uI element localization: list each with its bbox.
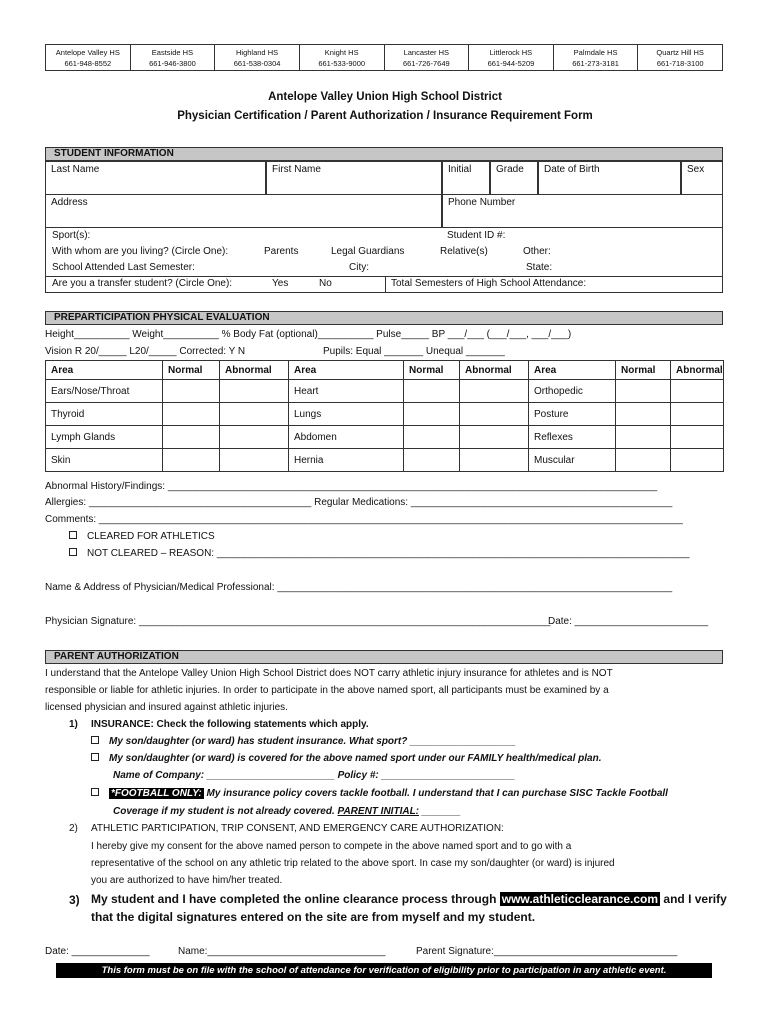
abnormal-cell[interactable] — [460, 426, 529, 449]
abnormal-cell[interactable] — [220, 426, 289, 449]
area-reflexes: Reflexes — [529, 426, 616, 449]
checkbox-icon[interactable] — [91, 753, 99, 761]
parent-signature-line[interactable]: Parent Signature:_________________________________ — [416, 946, 678, 957]
abnormal-cell[interactable] — [671, 426, 724, 449]
not-cleared-option[interactable] — [69, 548, 690, 560]
col-normal: Normal — [163, 361, 220, 380]
option-label: My son/daughter (or ward) is covered for the above named sport under our FAMILY health/medical plan. — [109, 753, 602, 764]
online-number: 3) — [69, 893, 80, 907]
school-cell: Eastside HS 661-946-3800 — [130, 45, 215, 71]
consent-number: 2) — [69, 823, 78, 834]
school-cell: Knight HS 661-533-9000 — [299, 45, 384, 71]
normal-cell[interactable] — [616, 426, 671, 449]
table-row — [46, 403, 724, 426]
consent-line: I hereby give my consent for the above named person to compete in the above named sport and to go with a — [91, 841, 572, 852]
city-label: City: — [349, 262, 369, 273]
area-ears: Ears/Nose/Throat — [46, 380, 163, 403]
area-lungs: Lungs — [289, 403, 404, 426]
footer-notice: This form must be on file with the school of attendance for verification of eligibility prior to participation in any athletic event. — [56, 963, 712, 978]
abnormal-cell[interactable] — [671, 403, 724, 426]
area-orthopedic: Orthopedic — [529, 380, 616, 403]
athletic-clearance-link[interactable]: www.athleticclearance.com — [501, 892, 659, 906]
insurance-company-line[interactable]: Name of Company: _______________________ Policy #: ________________________ — [113, 770, 515, 781]
normal-cell[interactable] — [163, 449, 220, 472]
abnormal-cell[interactable] — [671, 380, 724, 403]
abnormal-cell[interactable] — [220, 403, 289, 426]
coverage-text: Coverage if my student is not already covered. — [113, 806, 338, 817]
normal-cell[interactable] — [163, 403, 220, 426]
physical-section-header: PREPARTICIPATION PHYSICAL EVALUATION — [45, 311, 723, 325]
allergies-line[interactable]: Allergies: ________________________________________ Regular Medications: _______________________________________________ — [45, 497, 673, 508]
checkbox-icon[interactable] — [69, 548, 77, 556]
parent-initial-label: PARENT INITIAL: — [337, 806, 420, 817]
insurance-option-family[interactable] — [91, 753, 602, 765]
sex-field[interactable]: Sex — [681, 161, 723, 195]
last-name-field[interactable]: Last Name — [45, 161, 266, 195]
col-normal: Normal — [616, 361, 671, 380]
abnormal-cell[interactable] — [460, 403, 529, 426]
consent-line: representative of the school on any athletic trip related to the above sport. In case my son/daughter (or ward) is injured — [91, 858, 615, 869]
intro-line: responsible or liable for athletic injuries. In order to participate in the above named sport, all participants must be examined by a — [45, 685, 609, 696]
col-area: Area — [46, 361, 163, 380]
abnormal-cell[interactable] — [460, 449, 529, 472]
divider — [385, 276, 386, 293]
address-field[interactable]: Address — [45, 194, 442, 228]
area-hernia: Hernia — [289, 449, 404, 472]
district-title: Antelope Valley Union High School District — [268, 91, 502, 103]
phone-field[interactable]: Phone Number — [442, 194, 723, 228]
table-row — [46, 380, 724, 403]
grade-field[interactable]: Grade — [490, 161, 538, 195]
school-last-label: School Attended Last Semester: — [52, 262, 195, 273]
option-label: My son/daughter (or ward) has student insurance. What sport? ___________________ — [109, 736, 516, 747]
school-contact-table — [45, 44, 723, 71]
checkbox-icon[interactable] — [91, 788, 99, 796]
normal-cell[interactable] — [404, 380, 460, 403]
student-section-header: STUDENT INFORMATION — [45, 147, 723, 161]
state-label: State: — [526, 262, 553, 273]
insurance-option-student[interactable] — [91, 736, 516, 748]
vision-line[interactable]: Vision R 20/_____ L20/_____ Corrected: Y N — [45, 346, 246, 357]
consent-line: you are authorized to have him/her treated. — [91, 875, 283, 886]
parent-name-line[interactable]: Name:________________________________ — [178, 946, 386, 957]
col-abnormal: Abnormal — [460, 361, 529, 380]
area-thyroid: Thyroid — [46, 403, 163, 426]
cleared-label: CLEARED FOR ATHLETICS — [87, 531, 215, 542]
normal-cell[interactable] — [404, 403, 460, 426]
insurance-title: INSURANCE: Check the following statements which apply. — [91, 719, 369, 730]
school-cell: Lancaster HS 661-726-7649 — [384, 45, 469, 71]
normal-cell[interactable] — [404, 426, 460, 449]
consent-text — [91, 838, 731, 889]
abnormal-history-line[interactable]: Abnormal History/Findings: ________________________________________________________________________________________ — [45, 481, 658, 492]
normal-cell[interactable] — [616, 449, 671, 472]
divider — [45, 276, 723, 277]
intro-line: licensed physician and insured against athletic injuries. — [45, 702, 288, 713]
living-relatives[interactable]: Relative(s) — [440, 246, 488, 257]
parent-date-line[interactable]: Date: ______________ — [45, 946, 150, 957]
sports-label: Sport(s): — [52, 230, 91, 241]
parent-intro — [45, 665, 725, 716]
school-cell: Antelope Valley HS 661-948-8552 — [46, 45, 131, 71]
insurance-number: 1) — [69, 719, 78, 730]
transfer-label: Are you a transfer student? (Circle One): — [52, 278, 233, 289]
football-coverage-line — [113, 806, 461, 818]
col-abnormal: Abnormal — [220, 361, 289, 380]
living-parents[interactable]: Parents — [264, 246, 299, 257]
online-clearance-line — [91, 892, 727, 907]
school-cell: Quartz Hill HS 661-718-3100 — [638, 45, 723, 71]
insurance-option-football[interactable] — [91, 788, 668, 800]
student-id-label: Student ID #: — [447, 230, 506, 241]
first-name-field[interactable]: First Name — [266, 161, 442, 195]
normal-cell[interactable] — [163, 426, 220, 449]
football-only-tag: *FOOTBALL ONLY: — [111, 788, 202, 799]
checkbox-icon[interactable] — [91, 736, 99, 744]
school-cell: Highland HS 661-538-0304 — [215, 45, 300, 71]
physician-name-line[interactable]: Name & Address of Physician/Medical Professional: _______________________________________________________________________ — [45, 582, 673, 593]
area-lymph: Lymph Glands — [46, 426, 163, 449]
table-row — [46, 449, 724, 472]
vitals-line[interactable]: Height__________ Weight__________ % Body Fat (optional)__________ Pulse_____ BP ___/___ (___/___, ___/___) — [45, 329, 572, 340]
pupils-line[interactable]: Pupils: Equal _______ Unequal _______ — [323, 346, 505, 357]
normal-cell[interactable] — [616, 403, 671, 426]
option-label: My insurance policy covers tackle football. I understand that I can purchase SISC Tackle Football — [203, 788, 668, 799]
abnormal-cell[interactable] — [460, 380, 529, 403]
col-normal: Normal — [404, 361, 460, 380]
area-muscular: Muscular — [529, 449, 616, 472]
col-abnormal: Abnormal — [671, 361, 724, 380]
physical-exam-grid — [45, 360, 724, 472]
not-cleared-label: NOT CLEARED – REASON: _____________________________________________________________________________________ — [87, 548, 690, 559]
school-cell: Littlerock HS 661-944-5209 — [469, 45, 554, 71]
normal-cell[interactable] — [616, 380, 671, 403]
online-text: and I verify — [660, 892, 727, 906]
abnormal-cell[interactable] — [671, 449, 724, 472]
normal-cell[interactable] — [163, 380, 220, 403]
col-area: Area — [289, 361, 404, 380]
form-title: Physician Certification / Parent Authorization / Insurance Requirement Form — [177, 110, 593, 122]
area-posture: Posture — [529, 403, 616, 426]
living-guardians[interactable]: Legal Guardians — [331, 246, 405, 257]
living-label: With whom are you living? (Circle One): — [52, 246, 229, 257]
area-abdomen: Abdomen — [289, 426, 404, 449]
physician-date-line[interactable]: Date: ________________________ — [548, 616, 709, 627]
cleared-option[interactable] — [69, 531, 215, 543]
consent-title: ATHLETIC PARTICIPATION, TRIP CONSENT, AND EMERGENCY CARE AUTHORIZATION: — [91, 823, 504, 834]
normal-cell[interactable] — [404, 449, 460, 472]
abnormal-cell[interactable] — [220, 380, 289, 403]
table-row — [46, 426, 724, 449]
parent-section-header: PARENT AUTHORIZATION — [45, 650, 723, 664]
total-semesters-label: Total Semesters of High School Attendance: — [391, 278, 587, 289]
area-skin: Skin — [46, 449, 163, 472]
online-text: My student and I have completed the online clearance process through — [91, 892, 500, 906]
initial-field[interactable]: Initial — [442, 161, 490, 195]
transfer-yes[interactable]: Yes — [272, 278, 289, 289]
physician-signature-line[interactable]: Physician Signature: __________________________________________________________________________ — [45, 616, 551, 627]
online-clearance-line-2: that the digital signatures entered on the site are from myself and my student. — [91, 910, 536, 924]
col-area: Area — [529, 361, 616, 380]
comments-line[interactable]: Comments: _________________________________________________________________________________________________________ — [45, 514, 683, 525]
intro-line: I understand that the Antelope Valley Union High School District does NOT carry athletic injury insurance for athletes and is NOT — [45, 668, 613, 679]
abnormal-cell[interactable] — [220, 449, 289, 472]
school-cell: Palmdale HS 661-273-3181 — [553, 45, 638, 71]
parent-initial-blank[interactable]: _______ — [419, 806, 461, 817]
living-other[interactable]: Other: — [523, 246, 551, 257]
area-heart: Heart — [289, 380, 404, 403]
dob-field[interactable]: Date of Birth — [538, 161, 681, 195]
transfer-no[interactable]: No — [319, 278, 332, 289]
checkbox-icon[interactable] — [69, 531, 77, 539]
